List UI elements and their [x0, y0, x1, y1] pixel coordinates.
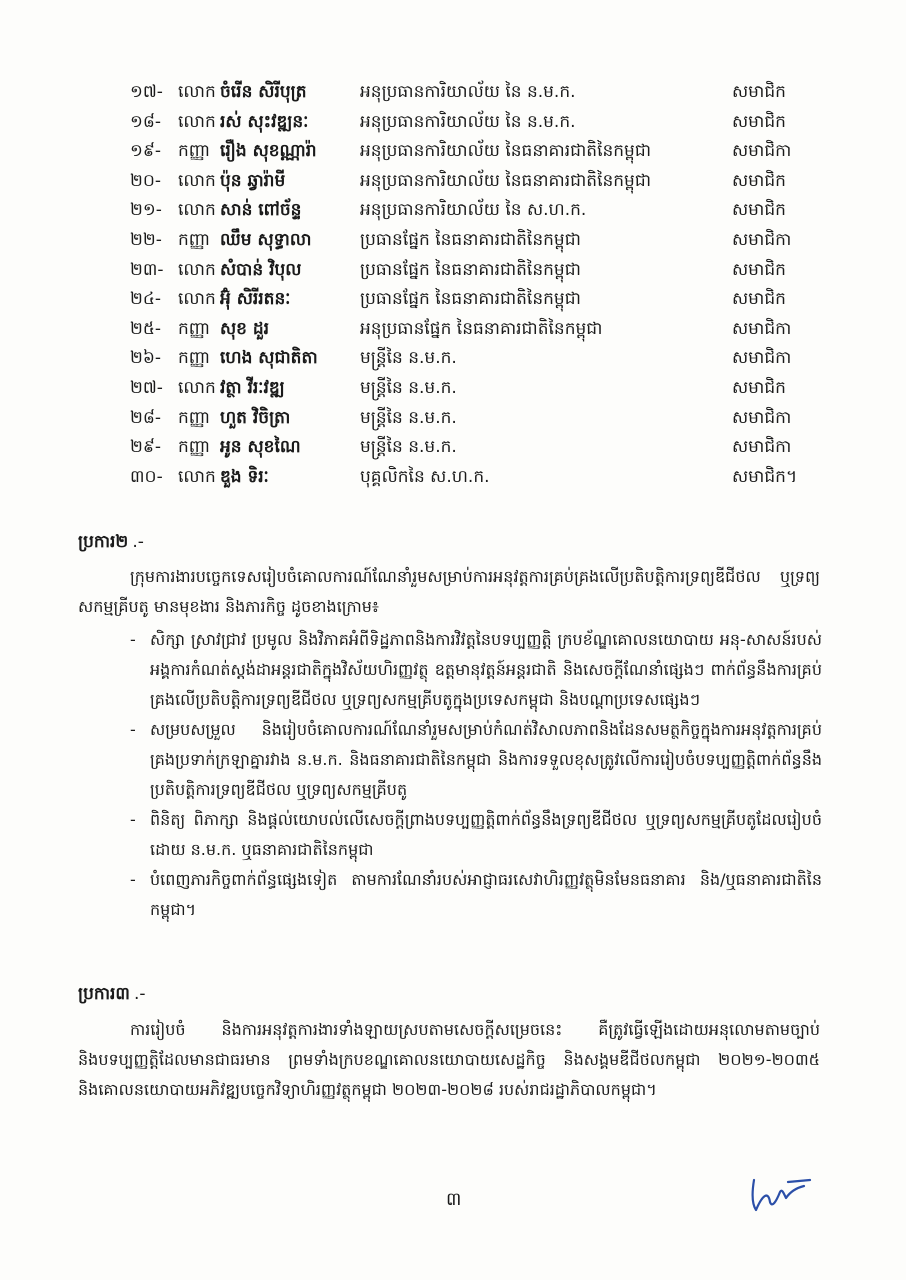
- member-title: កញ្ញា: [178, 348, 211, 369]
- page-number: ៣: [446, 1189, 462, 1210]
- member-role: សមាជិកា: [732, 348, 792, 369]
- member-number: ២៧-: [130, 377, 163, 398]
- member-name: រស់ សុះវឌ្ឍនៈ: [220, 111, 309, 132]
- member-role: សមាជិកា: [732, 141, 792, 162]
- member-position: មន្ត្រីនៃ ន.ម.ក.: [360, 437, 457, 458]
- member-role: សមាជិកា: [732, 229, 792, 250]
- member-position: មន្ត្រីនៃ ន.ម.ក.: [360, 348, 457, 369]
- member-number: ១៧-: [130, 82, 163, 102]
- article-3-dots: .-: [133, 984, 146, 1004]
- bullet-dash: -: [130, 870, 136, 889]
- member-role: សមាជិក: [732, 200, 786, 221]
- duty-text: បំពេញភារកិច្ចពាក់ព័ន្ធផ្សេងទៀត តាមការណែនាំរបស់អាជ្ញាធរសេវាហិរញ្ញវត្ថុមិនមែនធនាគារ និង/ឬធនាគារជាតិនៃកម្ពុជា។: [150, 870, 822, 919]
- member-title: កញ្ញា: [178, 407, 211, 428]
- article-3-text: ការរៀបចំ និងការអនុវត្តការងារទាំងឡាយស្របតាមសេចក្តីសម្រេចនេះ គឺត្រូវធ្វើឡើងដោយអនុលោមតាមច្បាប់ និងបទប្បញ្ញត្តិដែលមានជាធរមាន ព្រមទាំងក្របខណ្ឌគោលនយោបាយសេដ្ឋកិច្ច និងសង្គមឌីជីថលកម្ពុជា ២០២១-២០៣៥ និងគោលនយោបាយអភិវឌ្ឍបច្ចេកវិទ្យាហិរញ្ញវត្ថុកម្ពុជា ២០២៣-២០២៨ របស់រាជរដ្ឋាភិបាលកម្ពុជា។: [78, 1020, 820, 1099]
- member-position: ប្រធានផ្នែក នៃធនាគារជាតិនៃកម្ពុជា: [360, 259, 581, 280]
- duty-text: សិក្សា ស្រាវជ្រាវ ប្រមូល និងវិភាគអំពីទិដ្ឋភាពនិងការវិវត្តនៃបទប្បញ្ញត្តិ ក្របខ័ណ្ឌគោលនយោបាយ អនុ-សាសន៍របស់អង្គការកំណត់ស្តង់ដាអន្តរជាតិក្នុងវិស័យហិរញ្ញវត្ថុ ឧត្តមានុវត្តន៍អន្តរជាតិ និងសេចក្តីណែនាំផ្សេងៗ ពាក់ព័ន្ធនឹងការគ្រប់គ្រងលើប្រតិបត្តិការទ្រព្យឌីជីថល ឬទ្រព្យសកម្មគ្រីបតូក្នុងប្រទេសកម្ពុជា និងបណ្តាប្រទេសផ្សេងៗ: [150, 630, 822, 709]
- member-role: សមាជិក: [732, 111, 786, 132]
- duty-text: ពិនិត្យ ពិភាក្សា និងផ្តល់យោបល់លើសេចក្តីព្រាងបទប្បញ្ញត្តិពាក់ព័ន្ធនឹងទ្រព្យឌីជីថល ឬទ្រព្យសកម្មគ្រីបតូដែលរៀបចំដោយ ន.ម.ក. ឬធនាគារជាតិនៃកម្ពុជា: [150, 810, 822, 859]
- member-row: [120, 256, 840, 286]
- member-row: [120, 463, 840, 493]
- member-role: សមាជិក។: [732, 466, 798, 487]
- member-position: អនុប្រធានការិយាល័យ នៃ ន.ម.ក.: [360, 111, 576, 132]
- bullet-dash: -: [130, 810, 136, 829]
- member-role: សមាជិកា: [732, 437, 792, 458]
- member-row: [120, 344, 840, 374]
- member-name: ហេង សុជាតិតា: [220, 348, 318, 369]
- member-row: [120, 196, 840, 226]
- member-title: កញ្ញា: [178, 437, 211, 458]
- member-name: សាន់ ពៅច័ន្ទ: [220, 200, 302, 221]
- member-number: ២៣-: [130, 259, 164, 280]
- member-name: វត្ថា វីរៈវឌ្ឍ: [220, 377, 285, 398]
- member-position: ប្រធានផ្នែក នៃធនាគារជាតិនៃកម្ពុជា: [360, 229, 581, 250]
- member-title: លោក: [178, 82, 216, 102]
- article-3-heading: [78, 983, 146, 1008]
- member-title: កញ្ញា: [178, 318, 211, 339]
- article-2-title: ប្រការ២: [78, 532, 129, 552]
- member-row: [120, 167, 840, 197]
- member-name: អ៊ុំ សិរីរតនៈ: [220, 289, 291, 310]
- member-number: ២០-: [130, 170, 162, 191]
- member-number: ២៨-: [130, 407, 162, 428]
- member-role: សមាជិក: [732, 377, 786, 398]
- member-position: មន្ត្រីនៃ ន.ម.ក.: [360, 407, 457, 428]
- article-2-heading: [78, 531, 144, 556]
- member-row: [120, 285, 840, 315]
- member-title: លោក: [178, 466, 216, 487]
- member-name: សំបាន់ វិបុល: [220, 259, 302, 280]
- member-row: [120, 315, 840, 345]
- member-number: ២៤-: [130, 289, 162, 310]
- member-name: ចំរើន សិរីបុត្រ: [220, 82, 307, 102]
- signature-icon: [748, 1172, 818, 1216]
- member-list: [120, 78, 840, 492]
- member-role: សមាជិកា: [732, 318, 792, 339]
- member-title: កញ្ញា: [178, 141, 211, 162]
- duty-item: [130, 805, 822, 865]
- member-number: ២៦-: [130, 348, 162, 369]
- member-name: ហួត វិចិត្រា: [220, 407, 291, 428]
- member-row: [120, 433, 840, 463]
- member-number: ១៨-: [130, 111, 162, 132]
- member-position: ប្រធានផ្នែក នៃធនាគារជាតិនៃកម្ពុជា: [360, 289, 581, 310]
- member-row: [120, 404, 840, 434]
- member-number: ៣០-: [130, 466, 163, 487]
- member-title: លោក: [178, 170, 216, 191]
- member-row: [120, 374, 840, 404]
- member-name: ឈឹម សុទ្ធាលា: [220, 229, 312, 250]
- member-row: [120, 78, 840, 108]
- member-row: [120, 137, 840, 167]
- bullet-dash: -: [130, 630, 136, 649]
- member-number: ២៩-: [130, 437, 162, 458]
- member-number: ២២-: [130, 229, 162, 250]
- member-role: សមាជិក: [732, 289, 786, 310]
- member-position: មន្ត្រីនៃ ន.ម.ក.: [360, 377, 457, 398]
- duty-text: សម្របសម្រួល និងរៀបចំគោលការណ៍ណែនាំរួមសម្រាប់កំណត់វិសាលភាពនិងដែនសមត្ថកិច្ចក្នុងការអនុវត្តការគ្រប់គ្រងប្រទាក់ក្រឡាគ្នារវាង ន.ម.ក. និងធនាគារជាតិនៃកម្ពុជា និងការទទួលខុសត្រូវលើការរៀបចំបទប្បញ្ញត្តិពាក់ព័ន្ធនឹងប្រតិបត្តិការទ្រព្យឌីជីថល ឬទ្រព្យសកម្មគ្រីបតូ: [150, 720, 822, 799]
- member-row: [120, 108, 840, 138]
- member-title: លោក: [178, 200, 216, 221]
- member-position: អនុប្រធានការិយាល័យ នៃ ន.ម.ក.: [360, 82, 576, 102]
- member-title: លោក: [178, 289, 216, 310]
- member-name: រឿង សុខណ្ណារ៉ា: [220, 141, 317, 162]
- member-position: អនុប្រធានការិយាល័យ នៃធនាគារជាតិនៃកម្ពុជា: [360, 141, 652, 162]
- member-name: សុខ ដួរ: [220, 318, 270, 339]
- member-title: លោក: [178, 259, 216, 280]
- member-name: ប៉ុន ឆ្វារ៉ាមី: [220, 170, 286, 191]
- member-row: [120, 226, 840, 256]
- article-2-dots: .-: [132, 532, 144, 552]
- member-number: ២៥-: [130, 318, 162, 339]
- bullet-dash: -: [130, 720, 136, 739]
- member-position: អនុប្រធានផ្នែក នៃធនាគារជាតិនៃកម្ពុជា: [360, 318, 603, 339]
- member-number: ១៩-: [130, 141, 162, 162]
- member-role: សមាជិក: [732, 259, 786, 280]
- member-position: បុគ្គលិកនៃ ស.ហ.ក.: [360, 466, 490, 487]
- article-2-intro: ក្រុមការងារបច្ចេកទេសរៀបចំគោលការណ៍ណែនាំរួមសម្រាប់ការអនុវត្តការគ្រប់គ្រងលើប្រតិបត្តិការទ្រព្យឌីជីថល ឬទ្រព្យសកម្មគ្រីបតូ មានមុខងារ និងភារកិច្ច ដូចខាងក្រោម៖: [78, 567, 820, 616]
- member-name: អូន សុខណៃ: [220, 437, 301, 458]
- member-name: ឌួង ទិរៈ: [220, 466, 269, 487]
- duty-item: [130, 865, 822, 925]
- article-3-title: ប្រការ៣: [78, 984, 130, 1004]
- article-2-duties-list: [130, 625, 822, 925]
- duty-item: [130, 625, 822, 715]
- member-role: សមាជិក: [732, 170, 786, 191]
- member-number: ២១-: [130, 200, 162, 221]
- member-title: លោក: [178, 111, 216, 132]
- member-title: កញ្ញា: [178, 229, 211, 250]
- member-role: សមាជិក: [732, 82, 786, 102]
- member-position: អនុប្រធានការិយាល័យ នៃធនាគារជាតិនៃកម្ពុជា: [360, 170, 652, 191]
- duty-item: [130, 715, 822, 805]
- member-role: សមាជិកា: [732, 407, 792, 428]
- member-title: លោក: [178, 377, 216, 398]
- member-position: អនុប្រធានការិយាល័យ នៃ ស.ហ.ក.: [360, 200, 587, 221]
